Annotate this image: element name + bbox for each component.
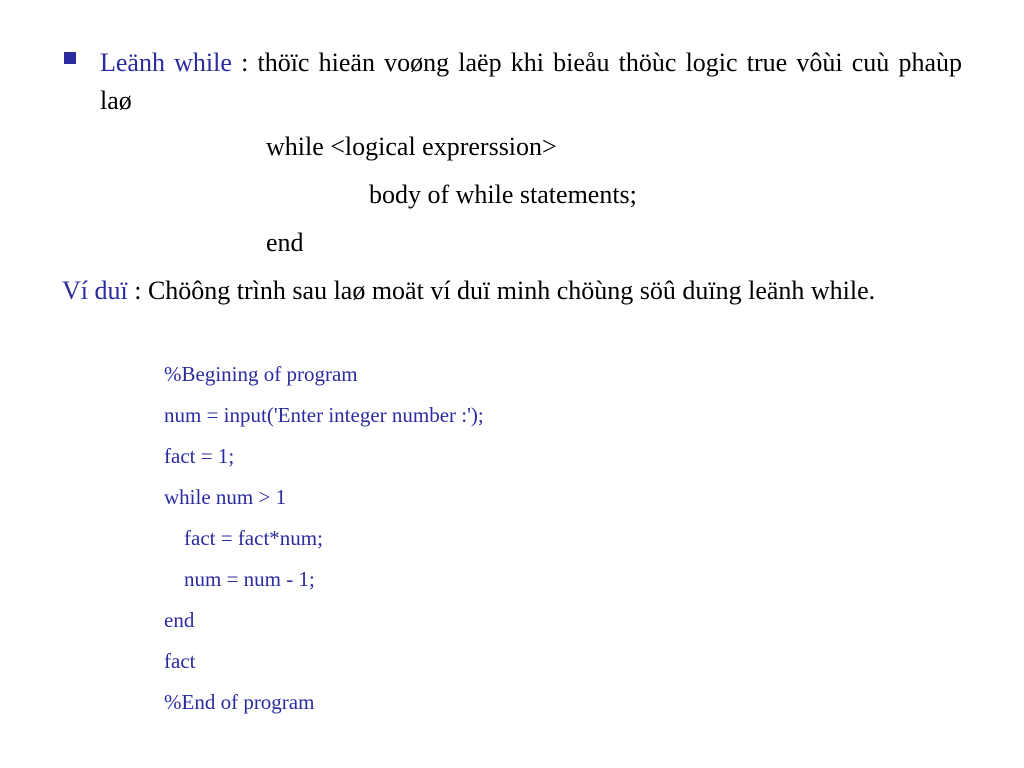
- example-lead: Ví duï: [62, 276, 128, 305]
- code-line: num = num - 1;: [184, 567, 315, 591]
- syntax-line-body: body of while statements;: [369, 180, 637, 209]
- code-line: fact = 1;: [164, 444, 235, 468]
- code-line: %Begining of program: [164, 362, 358, 386]
- code-line: %End of program: [164, 690, 315, 714]
- code-line: while num > 1: [164, 485, 287, 509]
- syntax-line-end: end: [266, 228, 304, 257]
- example-paragraph: [62, 272, 962, 310]
- intro-lead: Leänh while: [100, 48, 232, 77]
- code-line: fact = fact*num;: [184, 526, 323, 550]
- syntax-line-while: while <logical exprerssion>: [266, 132, 557, 161]
- code-line: fact: [164, 649, 196, 673]
- code-line: end: [164, 608, 195, 632]
- code-line: num = input('Enter integer number :');: [164, 403, 484, 427]
- intro-paragraph: [100, 44, 962, 120]
- code-listing: [164, 356, 484, 725]
- square-bullet-icon: [64, 52, 76, 64]
- intro-text: : thöïc hieän voøng laëp khi bieåu thöùc logic true vôùi cuù phaùp laø: [100, 48, 962, 115]
- example-text: : Chöông trình sau laø moät ví duï minh chöùng söû duïng leänh while.: [127, 276, 876, 305]
